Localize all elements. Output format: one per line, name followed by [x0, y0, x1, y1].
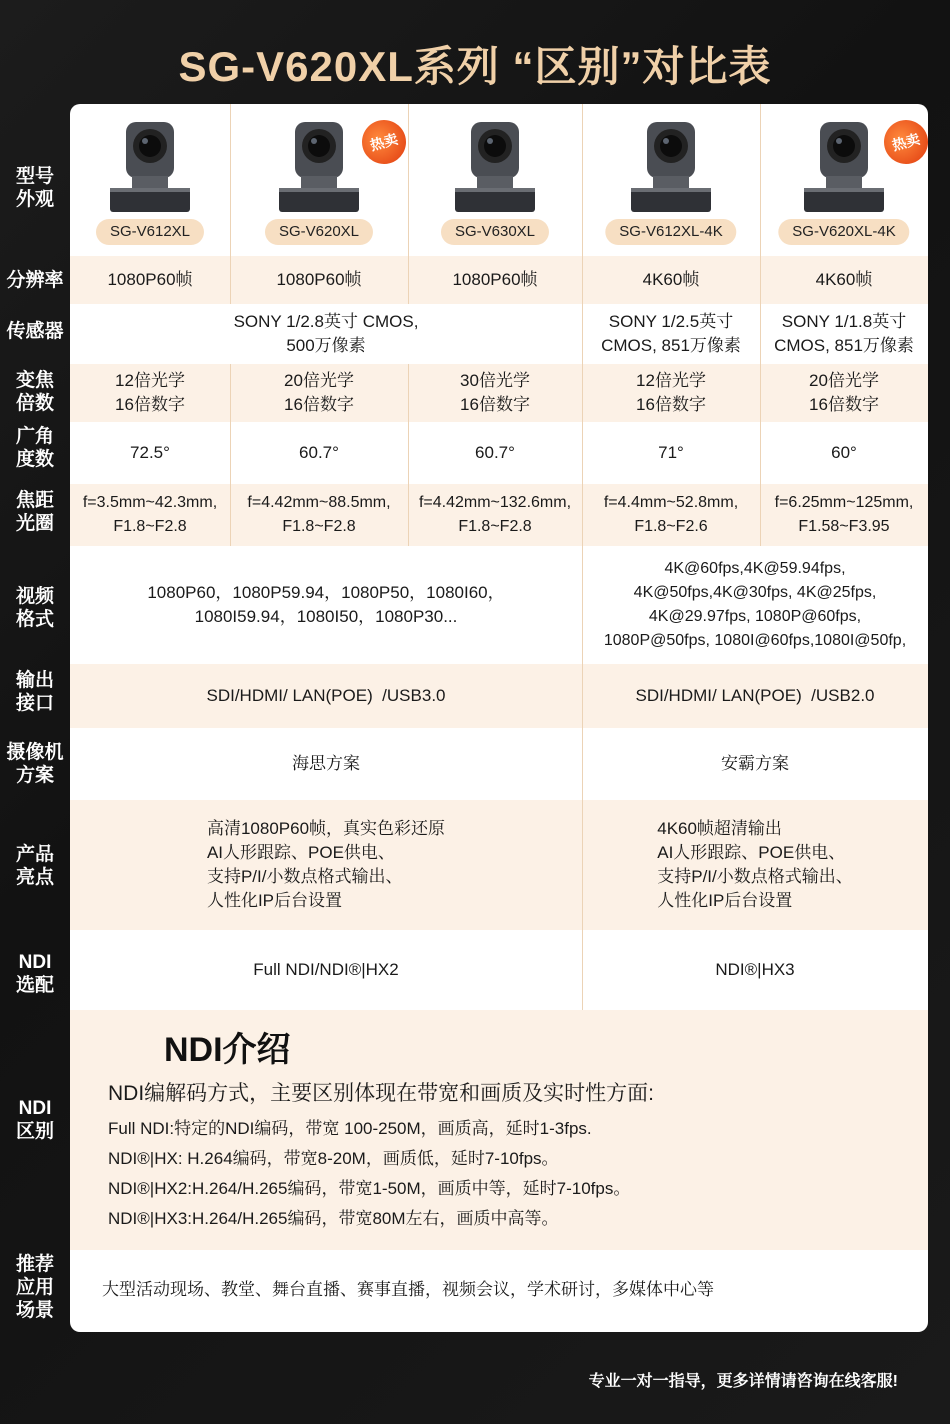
- resolution-cell: 1080P60帧: [107, 270, 193, 289]
- zoom-cell: 20倍光学 16倍数字: [284, 371, 354, 414]
- row-ndi-option: [70, 930, 928, 1010]
- label-scenes: 推荐 应用 场景: [15, 1253, 54, 1321]
- ndi-intro-line: NDI®|HX: H.264编码，带宽8-20M，画质低，延时7-10fps。: [108, 1149, 559, 1168]
- row-features: [70, 800, 928, 930]
- row-fov: [70, 422, 928, 484]
- resolution-cell: 1080P60帧: [452, 270, 538, 289]
- label-features: 产品 亮点: [15, 844, 54, 888]
- row-focal: [70, 484, 928, 546]
- label-zoom: 变焦 倍数: [15, 370, 54, 414]
- model-cell: [582, 104, 760, 256]
- focal-cell: f=4.4mm~52.8mm, F1.8~F2.6: [603, 494, 739, 535]
- column-divider: [230, 104, 231, 304]
- label-resolution: 分辨率: [6, 269, 64, 291]
- ndi-intro-line: Full NDI:特定的NDI编码，带宽 100-250M，画质高，延时1-3fps.: [108, 1119, 592, 1138]
- focal-cell: f=6.25mm~125mm, F1.58~F3.95: [774, 494, 914, 535]
- footer-note: 专业一对一指导，更多详情请咨询在线客服!: [588, 1373, 898, 1390]
- sensor-cell: SONY 1/2.8英寸 CMOS, 500万像素: [233, 312, 419, 355]
- output-cell: SDI/HDMI/ LAN(POE) /USB2.0: [635, 686, 875, 705]
- row-camera-solution: [70, 728, 928, 800]
- video-format-cell: 1080P60，1080P59.94，1080P50，1080I60， 1080I59.94，1080I50，1080P30...: [147, 583, 505, 626]
- fov-cell: 72.5°: [130, 443, 170, 462]
- camera-solution-cell: 安霸方案: [721, 754, 789, 773]
- hot-sale-badge: 热卖: [879, 115, 928, 169]
- camera-image: [277, 118, 361, 214]
- model-cell: [230, 104, 408, 256]
- sensor-cell: SONY 1/2.5英寸 CMOS, 851万像素: [601, 312, 741, 355]
- output-cell: SDI/HDMI/ LAN(POE) /USB3.0: [206, 686, 446, 705]
- resolution-cell: 1080P60帧: [276, 270, 362, 289]
- model-name-pill: SG-V630XL: [441, 219, 549, 245]
- camera-solution-cell: 海思方案: [292, 754, 360, 773]
- zoom-cell: 12倍光学 16倍数字: [115, 371, 185, 414]
- row-output: [70, 664, 928, 728]
- focal-cell: f=4.42mm~88.5mm, F1.8~F2.8: [247, 494, 391, 535]
- features-cell: 4K60帧超清输出 AI人形跟踪、POE供电、 支持P/I/小数点格式输出、 人性化IP后台设置: [657, 819, 853, 910]
- row-sensor: [70, 304, 928, 364]
- camera-image: [629, 118, 713, 214]
- row-resolution: [70, 256, 928, 304]
- row-scenes: [70, 1250, 928, 1332]
- model-cell: [408, 104, 582, 256]
- features-cell: 高清1080P60帧，真实色彩还原 AI人形跟踪、POE供电、 支持P/I/小数点格式输出、 人性化IP后台设置: [206, 819, 446, 910]
- fov-cell: 71°: [658, 443, 684, 462]
- fov-cell: 60°: [831, 443, 857, 462]
- label-focal: 焦距 光圈: [15, 490, 54, 534]
- model-name-pill: SG-V612XL: [96, 219, 204, 245]
- model-cell: [760, 104, 928, 256]
- model-name-pill: SG-V620XL: [265, 219, 373, 245]
- column-divider: [408, 104, 409, 304]
- camera-image: [108, 118, 192, 214]
- resolution-cell: 4K60帧: [642, 270, 700, 289]
- camera-image: [453, 118, 537, 214]
- label-fov: 广角 度数: [15, 426, 54, 470]
- label-ndi-diff: NDI 区别: [15, 1098, 54, 1142]
- video-format-cell: 4K@60fps,4K@59.94fps, 4K@50fps,4K@30fps, 4K@25fps, 4K@29.97fps, 1080P@60fps, 1080P@50fps, 1080I@60fps,1080I@50fp,: [603, 560, 907, 649]
- label-model: 型号 外观: [15, 166, 54, 210]
- label-video: 视频 格式: [15, 586, 54, 630]
- hot-sale-badge: 热卖: [357, 115, 411, 169]
- column-divider: [408, 364, 409, 546]
- focal-cell: f=4.42mm~132.6mm, F1.8~F2.8: [418, 494, 572, 535]
- fov-cell: 60.7°: [299, 443, 339, 462]
- zoom-cell: 30倍光学 16倍数字: [460, 371, 530, 414]
- comparison-table: [70, 104, 928, 1332]
- label-output: 输出 接口: [15, 670, 54, 714]
- fov-cell: 60.7°: [475, 443, 515, 462]
- resolution-cell: 4K60帧: [815, 270, 873, 289]
- label-ndi-option: NDI 选配: [15, 952, 54, 996]
- column-divider: [230, 364, 231, 546]
- ndi-option-cell: NDI®|HX3: [715, 960, 795, 979]
- row-models: [70, 104, 928, 256]
- ndi-option-cell: Full NDI/NDI®|HX2: [253, 960, 399, 979]
- sensor-cell: SONY 1/1.8英寸 CMOS, 851万像素: [774, 312, 914, 355]
- model-cell: [70, 104, 230, 256]
- page-title: SG-V620XL系列 “区别”对比表: [178, 43, 772, 90]
- ndi-intro-line: NDI®|HX3:H.264/H.265编码，带宽80M左右，画质中高等。: [108, 1209, 559, 1228]
- row-video-format: [70, 546, 928, 664]
- label-sensor: 传感器: [6, 320, 64, 342]
- row-zoom: [70, 364, 928, 422]
- camera-image: [802, 118, 886, 214]
- zoom-cell: 12倍光学 16倍数字: [636, 371, 706, 414]
- column-divider: [582, 104, 583, 1010]
- ndi-intro-subtitle: NDI编解码方式，主要区别体现在带宽和画质及实时性方面:: [108, 1082, 654, 1105]
- ndi-intro-title: NDI介绍: [164, 1031, 291, 1069]
- focal-cell: f=3.5mm~42.3mm, F1.8~F2.8: [82, 494, 218, 535]
- model-name-pill: SG-V620XL-4K: [778, 219, 909, 245]
- column-divider: [760, 104, 761, 546]
- model-name-pill: SG-V612XL-4K: [605, 219, 736, 245]
- label-camera: 摄像机 方案: [6, 742, 64, 786]
- ndi-intro-line: NDI®|HX2:H.264/H.265编码，带宽1-50M，画质中等，延时7-10fps。: [108, 1179, 631, 1198]
- scenes-text: 大型活动现场、教堂、舞台直播、赛事直播，视频会议，学术研讨，多媒体中心等: [102, 1280, 714, 1299]
- zoom-cell: 20倍光学 16倍数字: [809, 371, 879, 414]
